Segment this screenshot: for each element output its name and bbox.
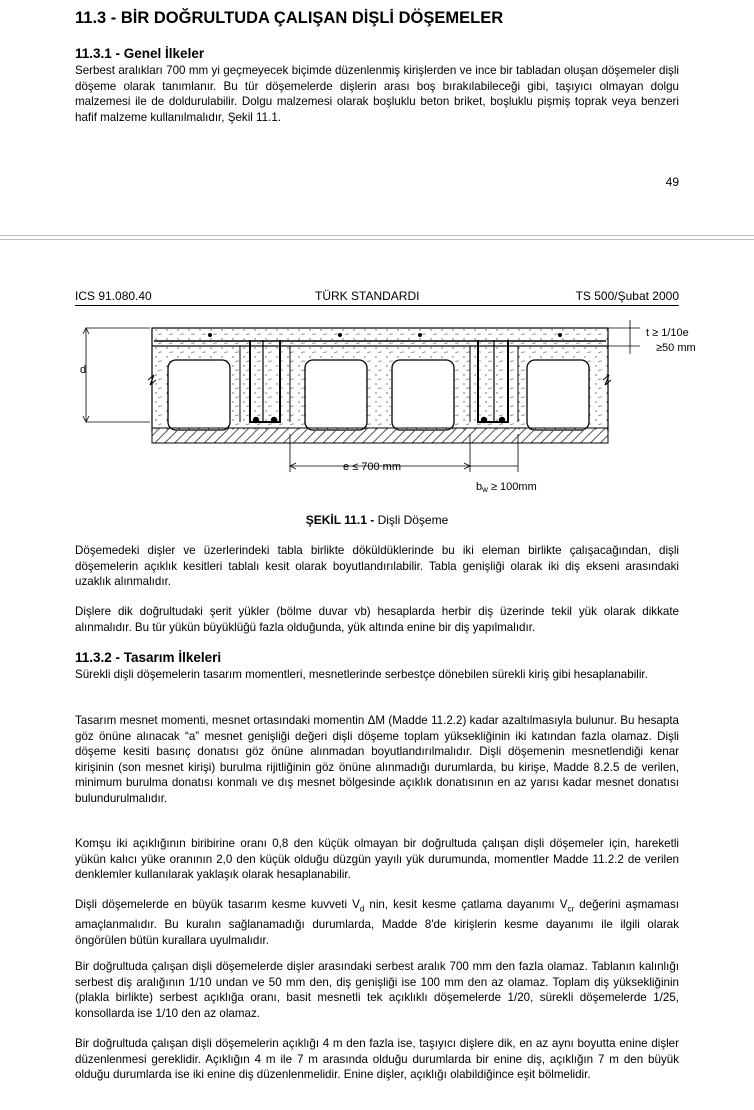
figure-caption: ŞEKİL 11.1 - Dişli Döşeme bbox=[305, 513, 449, 527]
header-rule bbox=[75, 305, 679, 306]
hollow-block-1 bbox=[168, 360, 230, 430]
hatched-base bbox=[152, 428, 608, 443]
subsection-heading-general: 11.3.1 - Genel İlkeler bbox=[75, 46, 205, 61]
paragraph-general-1: Serbest aralıkları 700 mm yi geçmeyecek biçimde düzenlenmiş kirişlerden ve ince bir tabladan oluşan döşemeler dişli döşeme olarak tanımlanır. Bu tür döşemelerde dişlerin arası boş bırakılabileceği gibi, taşıyıcı olmayan dolgu malzemesi ile de doldurulabilir. Dolgu malzemesi olarak boşluklu beton briket, boşluklu pişmiş toprak veya benzeri hafif malzeme kullanılmalıdır, Şekil 11.1. bbox=[75, 64, 679, 124]
page-break-line-1 bbox=[0, 235, 754, 236]
paragraph-general-3: Dişlere dik doğrultudaki şerit yükler (bölme duvar vb) hesaplarda herbir diş üzerinde tekil yük olarak dikkate alınmalıdır. Bu tür yükün büyüklüğü fazla olduğunda, yük altında enine bir diş yapılmalıdır. bbox=[75, 605, 679, 634]
header-ts: TS 500/Şubat 2000 bbox=[575, 289, 679, 303]
subsection-heading-design: 11.3.2 - Tasarım İlkeleri bbox=[75, 650, 222, 665]
paragraph-design-5: Bir doğrultuda çalışan dişli döşemelerde dişler arasındaki serbest aralık 700 mm den fazla olamaz. Tablanın kalınlığı serbest diş aralığının 1/10 undan ve 50 mm den, diş genişliği ise 100 mm den az olamaz. Toplam diş yüksekliğinin (plakla birlikte) serbest açıklığa oranı, basit mesnetli tek açıklıklı döşemelerde 1/20, sürekli döşemelerde 1/25, konsollarda ise 1/10 den az olamaz. bbox=[75, 960, 679, 1020]
label-e: e ≤ 700 mm bbox=[343, 461, 402, 473]
header-standard: TÜRK STANDARDI bbox=[315, 289, 420, 303]
label-t-line1: t ≥ 1/10e bbox=[646, 327, 689, 339]
section-title: 11.3 - BİR DOĞRULTUDA ÇALIŞAN DİŞLİ DÖŞEMELER bbox=[75, 9, 504, 27]
page-break-line-2 bbox=[0, 239, 754, 240]
hollow-block-3 bbox=[392, 360, 454, 430]
paragraph-design-4: Dişli döşemelerde en büyük tasarım kesme kuvveti $V_d$ nin, kesit kesme çatlama dayanımı $V_{cr}$ değerini aşmaması amaçlanmalıdır. Bu kuralın sağlanamadığı durumlarda, Madde 8'de kirişlerin kesme dayanımı ile ilgili olarak öngörülen bütün kurallara uyulmalıdır. bbox=[75, 898, 679, 947]
paragraph-design-6: Bir doğrultuda çalışan dişli döşemelerin açıklığı 4 m den fazla ise, taşıyıcı dişlere dik, en az aynı boyutta enine dişler düzenlenmesi gereklidir. Açıklığın 4 m ile 7 m arasında olduğu durumlarda bir enine diş, açıklığın 7 m den büyük olduğu durumlarda ise iki enine diş düzenlenmelidir. Enine dişler, açıklığı olabildiğince eşit bölmelidir. bbox=[75, 1037, 679, 1082]
label-bw: bw ≥ 100mm bbox=[476, 481, 537, 494]
label-d: d bbox=[80, 364, 87, 376]
hollow-block-4 bbox=[527, 360, 589, 430]
header-ics: ICS 91.080.40 bbox=[75, 289, 152, 303]
paragraph-design-2: Tasarım mesnet momenti, mesnet ortasındaki momentin ΔM (Madde 11.2.2) kadar azaltılmasıyla bulunur. Bu hesapta göz önüne alınacak “a” mesnet genişliği değeri dişli döşeme toplam yüksekliğinin iki katından fazla olamaz. Dişli döşeme kesiti basınç donatısı göz önüne alınmadan boyutlandırılmalıdır. Dişli döşemenin mesnetlendiği kenar kirişinin (son mesnet kirişi) burulma rijitliğinin göz önüne alınmadığı durumlarda, bu kirişe, Madde 8.2.5 de verilen, minimum burulma donatısı konmalı ve dış mesnet bölgesinde açıklık donatısının en az yarısı kadar mesnet donatısı bulundurulmalıdır. bbox=[75, 714, 679, 805]
paragraph-design-3: Komşu iki açıklığının biribirine oranı 0,8 den küçük olmayan bir doğrultuda çalışan dişli döşemeler için, hareketli yükün kalıcı yüke oranının 2,0 den küçük olduğu düzgün yayılı yük durumunda, momentler Madde 11.2.2 de verilen denklemler kullanılarak yaklaşık olarak hesaplanabilir. bbox=[75, 837, 679, 882]
paragraph-design-1: Sürekli dişli döşemelerin tasarım momentleri, mesnetlerinde serbestçe dönebilen sürekli kiriş gibi hesaplanabilir. bbox=[75, 668, 648, 681]
ribbed-slab-figure bbox=[0, 310, 754, 510]
page-number: 49 bbox=[665, 175, 679, 189]
slab-top bbox=[152, 328, 608, 346]
paragraph-general-2: Döşemedeki dişler ve üzerlerindeki tabla birlikte döküldüklerinde bu iki eleman birlikte çalışacağından, dişli döşemelerin açıklık kesitleri tablalı kesit olarak boyutlandırılabilir. Tabla genişliği olarak iki diş ekseni arasındaki uzaklık alınmalıdır. bbox=[75, 544, 679, 589]
hollow-block-2 bbox=[305, 360, 367, 430]
label-t-line2: ≥50 mm bbox=[656, 342, 696, 354]
